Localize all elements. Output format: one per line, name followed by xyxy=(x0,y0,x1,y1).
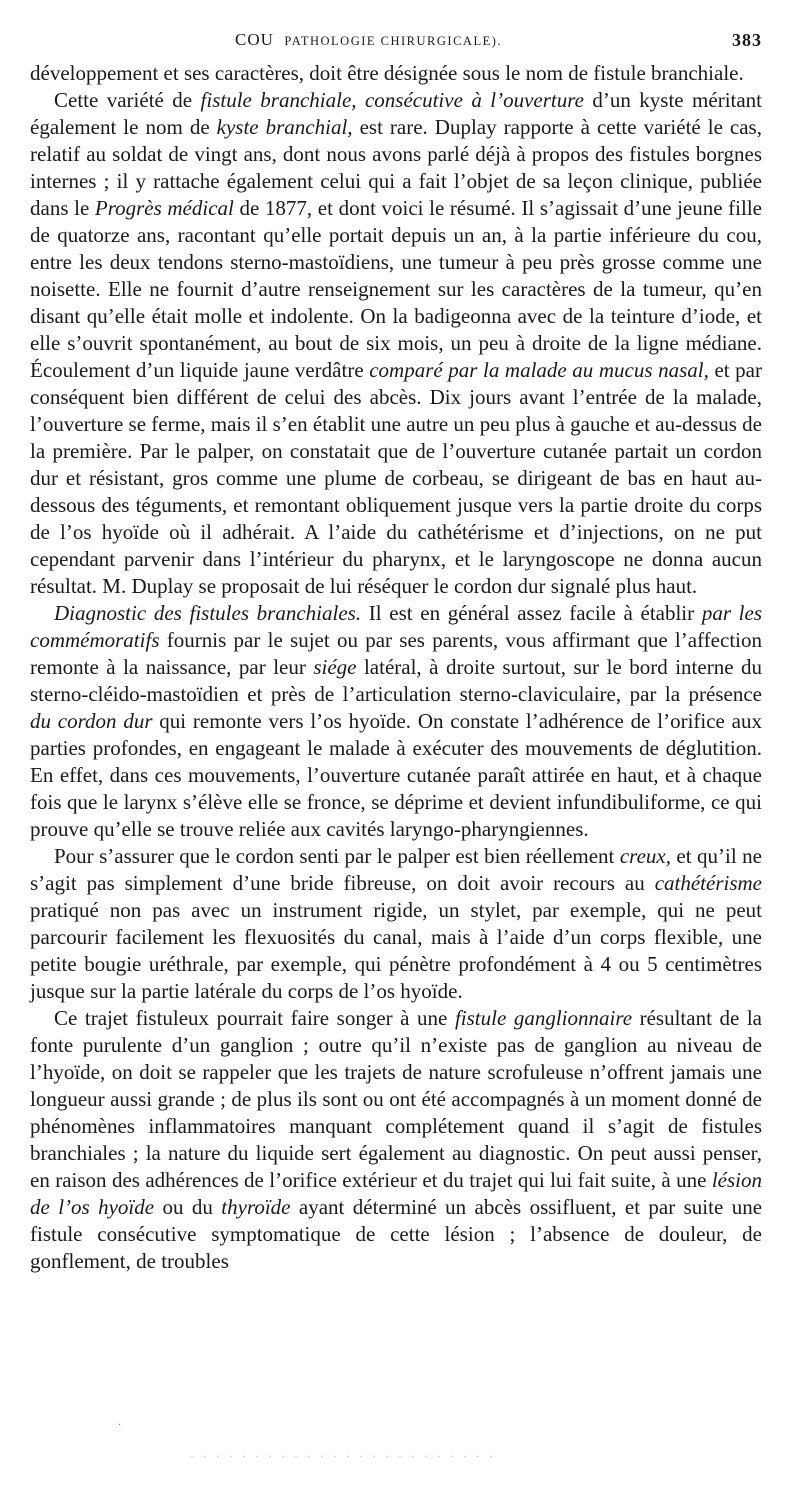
italic-run: lésion de l’os hyoïde xyxy=(30,1168,762,1219)
text-run: pratiqué non pas avec un instrument rigide, un stylet, par exemple, qui ne peut parcourir facilement les flexuosités du canal, mais à l’aide d’un corps flexible, une petite bougie uréthrale, par exemple, qui pénètre profondément à 4 ou 5 centimètres jusque sur la partie latérale du corps de l’os hyoïde. xyxy=(30,898,762,1003)
header-section: COU xyxy=(235,30,274,49)
italic-run: du cordon dur xyxy=(30,709,153,733)
faded-bottom-bleed: · · · · · · · · · · · · · · · · · · · · · · · · xyxy=(190,1449,496,1463)
italic-run: Progrès médical xyxy=(94,196,234,220)
paragraph xyxy=(30,60,762,87)
text-run: Cette variété de xyxy=(54,88,201,112)
text-run: développement et ses caractères, doit être désignée sous le nom de fistule branchiale. xyxy=(30,61,744,85)
running-title xyxy=(235,30,502,50)
page-number: 383 xyxy=(732,30,762,50)
text-run: et par conséquent bien différent de celui des abcès. Dix jours avant l’entrée de la malade, l’ouverture se ferme, mais il s’en établit une autre un peu plus à gauche et au-dessus de la première. Par le palper, on constatait que de l’ouverture cutanée partait un cordon dur et résistant, gros comme une plume de corbeau, se dirigeant de bas en haut au-dessous des téguments, et remontant obliquement jusque vers la partie droite du corps de l’os hyoïde où il adhérait. A l’aide du cathétérisme et d’injections, on ne put cependant parvenir dans l’intérieur du pharynx, et le laryngoscope ne donna aucun résultat. M. Duplay se proposait de lui réséquer le cordon dur signalé plus haut. xyxy=(30,358,762,598)
paragraph xyxy=(30,600,762,843)
italic-run: creux, xyxy=(619,844,671,868)
paragraph xyxy=(30,843,762,1005)
book-page xyxy=(30,28,762,1275)
italic-run: fistule ganglionnaire xyxy=(454,1006,633,1030)
text-run: fournis par le sujet ou par ses parents, vous affirmant que l’affection remonte à la naissance, par leur xyxy=(30,628,762,679)
stray-mark: · xyxy=(118,1420,122,1431)
running-header xyxy=(30,28,762,60)
text-run: résultant de la fonte purulente d’un ganglion ; outre qu’il n’existe pas de ganglion au niveau de l’hyoïde, on doit se rappeler que les trajets de nature scrofuleuse n’offrent jamais une longueur aussi grande ; de plus ils sont ou ont été accompagnés à un moment donné de phénomènes inflammatoires manquant complétement quand il s’agit de fistules branchiales ; la nature du liquide sert également au diagnostic. On peut aussi penser, en raison des adhérences de l’orifice extérieur et du trajet qui lui fait suite, à une xyxy=(30,1006,762,1192)
text-run: d’un kyste méritant également le nom de xyxy=(30,88,763,139)
header-subtitle: PATHOLOGIE CHIRURGICALE). xyxy=(284,34,502,48)
italic-run: thyroïde xyxy=(221,1195,291,1219)
text-run: de 1877, et dont voici le résumé. Il s’agissait d’une jeune fille de quatorze ans, racontant qu’elle portait depuis un an, à la partie inférieure du cou, entre les deux tendons sterno-mastoïdiens, une tumeur à peu près grosse comme une noisette. Elle ne fournit d’autre renseignement sur les caractères de la tumeur, qu’en disant qu’elle était molle et indolente. On la badigeonna avec de la teinture d’iode, et elle s’ouvrit spontanément, au bout de six mois, un peu à droite de la ligne médiane. Écoulement d’un liquide jaune verdâtre xyxy=(30,196,762,382)
text-run: Il est en général assez facile à établir xyxy=(361,601,702,625)
text-run: Pour s’assurer que le cordon senti par le palper est bien réellement xyxy=(54,844,620,868)
italic-run: par les commémoratifs xyxy=(30,601,762,652)
italic-run: Diagnostic des fistules branchiales. xyxy=(54,601,362,625)
paragraph xyxy=(30,87,762,600)
italic-run: fistule branchiale, consécutive à l’ouverture xyxy=(200,88,584,112)
italic-run: kyste branchial, xyxy=(216,115,353,139)
text-run: est rare. Duplay rapporte à cette variété le cas, relatif au soldat de vingt ans, dont nous avons parlé déjà à propos des fistules borgnes internes ; il y rattache également celui qui a fait l’objet de sa leçon clinique, publiée dans le xyxy=(30,115,762,220)
text-run: qui remonte vers l’os hyoïde. On constate l’adhérence de l’orifice aux parties profondes, en engageant le malade à exécuter des mouvements de déglutition. En effet, dans ces mouvements, l’ouverture cutanée paraît attirée en haut, et à chaque fois que le larynx s’élève elle se fronce, se déprime et devient infundibuliforme, ce qui prouve qu’elle se trouve reliée aux cavités laryngo-pharyngiennes. xyxy=(30,709,762,841)
italic-run: siége xyxy=(313,655,357,679)
text-run: et qu’il ne s’agit pas simplement d’une bride fibreuse, on doit avoir recours au xyxy=(30,844,762,895)
text-run: ou du xyxy=(154,1195,222,1219)
paragraph xyxy=(30,1005,762,1275)
italic-run: cathétérisme xyxy=(654,871,762,895)
text-run: ayant déterminé un abcès ossifluent, et par suite une fistule consécutive symptomatique de cette lésion ; l’absence de douleur, de gonflement, de troubles xyxy=(30,1195,763,1273)
text-run: Ce trajet fistuleux pourrait faire songer à une xyxy=(54,1006,455,1030)
text-run: latéral, à droite surtout, sur le bord interne du sterno-cléido-mastoïdien et près de l’articulation sterno-claviculaire, par la présence xyxy=(30,655,762,706)
italic-run: comparé par la malade au mucus nasal, xyxy=(369,358,709,382)
body-text xyxy=(30,60,762,1275)
